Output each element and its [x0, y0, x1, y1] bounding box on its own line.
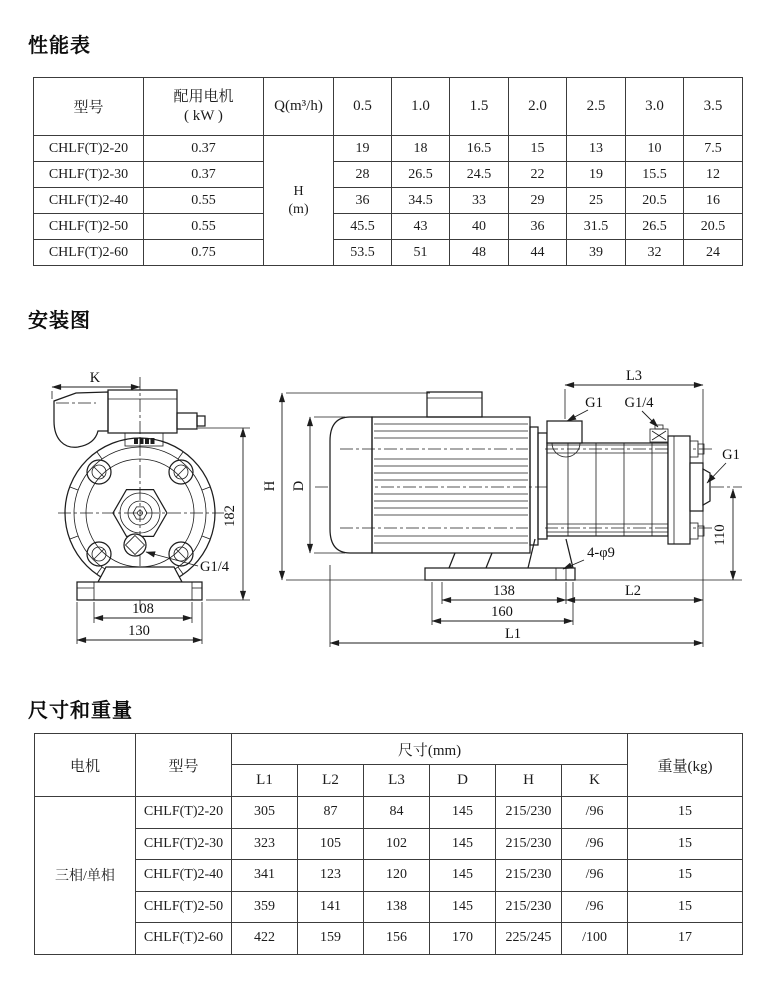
front-130-label: 130: [128, 623, 150, 639]
perf-header-q7: 3.5: [684, 78, 743, 136]
perf-value: 18: [392, 136, 450, 162]
dim-motor-group: 三相/单相: [35, 797, 136, 955]
side-d-label: D: [291, 480, 307, 492]
performance-table: [33, 77, 743, 266]
side-holes-label: 4-φ9: [587, 545, 615, 561]
perf-value: 20.5: [626, 188, 684, 214]
dim-value: 305: [232, 797, 298, 829]
dim-value: 215/230: [496, 797, 562, 829]
dim-weight: 17: [628, 923, 743, 955]
perf-header-q1: 0.5: [334, 78, 392, 136]
dim-value: 123: [298, 860, 364, 892]
side-h-label: H: [262, 480, 278, 492]
front-g14-label: G1/4: [200, 559, 229, 575]
front-view-drawing: [52, 370, 250, 644]
perf-kw: 0.37: [144, 162, 264, 188]
dim-value: 159: [298, 923, 364, 955]
dim-model: CHLF(T)2-60: [136, 923, 232, 955]
dim-header-l1: L1: [232, 765, 298, 797]
side-l1-label: L1: [504, 626, 522, 642]
dim-value: 105: [298, 828, 364, 860]
dim-header-weight: 重量(kg): [628, 734, 743, 797]
perf-header-q2: 1.0: [392, 78, 450, 136]
perf-value: 36: [509, 214, 567, 240]
perf-value: 48: [450, 240, 509, 266]
perf-model: CHLF(T)2-60: [34, 240, 144, 266]
perf-value: 15: [509, 136, 567, 162]
perf-header-motor-line1: 配用电机: [173, 88, 234, 105]
perf-model: CHLF(T)2-30: [34, 162, 144, 188]
dim-header-size: 尺寸(mm): [232, 734, 628, 765]
front-k-label: K: [89, 370, 101, 386]
dim-value: 87: [298, 797, 364, 829]
perf-value: 34.5: [392, 188, 450, 214]
dim-header-model: 型号: [136, 734, 232, 797]
perf-value: 53.5: [334, 240, 392, 266]
perf-value: 19: [334, 136, 392, 162]
perf-value: 24.5: [450, 162, 509, 188]
perf-value: 16: [684, 188, 743, 214]
perf-value: 36: [334, 188, 392, 214]
perf-value: 39: [567, 240, 626, 266]
side-110-label: 110: [712, 524, 728, 546]
side-160-label: 160: [491, 604, 513, 620]
perf-m-label: (m): [288, 201, 309, 217]
perf-value: 44: [509, 240, 567, 266]
front-182-label: 182: [222, 505, 238, 527]
perf-header-q3: 1.5: [450, 78, 509, 136]
dim-weight: 15: [628, 860, 743, 892]
perf-value: 40: [450, 214, 509, 240]
dim-value: 215/230: [496, 891, 562, 923]
perf-kw: 0.37: [144, 136, 264, 162]
dim-value: /96: [562, 828, 628, 860]
perf-value: 29: [509, 188, 567, 214]
perf-value: 24: [684, 240, 743, 266]
dim-header-h: H: [496, 765, 562, 797]
dim-value: 359: [232, 891, 298, 923]
front-108-label: 108: [132, 601, 154, 617]
dim-weight: 15: [628, 797, 743, 829]
perf-header-motor: [144, 78, 264, 136]
dim-value: /96: [562, 891, 628, 923]
perf-header-model: 型号: [34, 78, 144, 136]
perf-value: 33: [450, 188, 509, 214]
side-g1-top-label: G1: [585, 395, 603, 411]
dim-value: 145: [430, 828, 496, 860]
dim-value: 84: [364, 797, 430, 829]
dim-value: 215/230: [496, 860, 562, 892]
dimensions-table: [34, 733, 743, 955]
perf-model: CHLF(T)2-20: [34, 136, 144, 162]
dim-value: /96: [562, 797, 628, 829]
perf-value: 10: [626, 136, 684, 162]
dimensions-heading: 尺寸和重量: [28, 700, 133, 722]
side-g1-right-label: G1: [722, 447, 740, 463]
side-g14-top-label: G1/4: [624, 395, 654, 411]
perf-value: 26.5: [392, 162, 450, 188]
perf-h-label: H: [293, 184, 304, 199]
perf-value: 19: [567, 162, 626, 188]
perf-head-unit-cell: [264, 136, 334, 266]
motor-fins: [374, 424, 528, 543]
dim-value: 145: [430, 860, 496, 892]
perf-header-q5: 2.5: [567, 78, 626, 136]
perf-value: 16.5: [450, 136, 509, 162]
perf-value: 15.5: [626, 162, 684, 188]
perf-value: 12: [684, 162, 743, 188]
dim-value: 341: [232, 860, 298, 892]
perf-header-q4: 2.0: [509, 78, 567, 136]
perf-value: 28: [334, 162, 392, 188]
perf-kw: 0.75: [144, 240, 264, 266]
dim-value: /96: [562, 860, 628, 892]
side-l3-label: L3: [625, 368, 643, 384]
perf-value: 7.5: [684, 136, 743, 162]
dim-header-k: K: [562, 765, 628, 797]
dim-value: 170: [430, 923, 496, 955]
perf-value: 26.5: [626, 214, 684, 240]
perf-value: 25: [567, 188, 626, 214]
installation-diagram-heading: 安装图: [28, 310, 91, 332]
dim-value: 323: [232, 828, 298, 860]
perf-value: 13: [567, 136, 626, 162]
dim-value: 141: [298, 891, 364, 923]
dim-value: 215/230: [496, 828, 562, 860]
perf-header-flow: Q(m³/h): [264, 78, 334, 136]
side-l2-label: L2: [624, 583, 642, 599]
dim-model: CHLF(T)2-50: [136, 891, 232, 923]
dim-value: /100: [562, 923, 628, 955]
dim-value: 138: [364, 891, 430, 923]
dim-model: CHLF(T)2-30: [136, 828, 232, 860]
dim-value: 422: [232, 923, 298, 955]
dim-header-motor: 电机: [35, 734, 136, 797]
dim-value: 156: [364, 923, 430, 955]
perf-kw: 0.55: [144, 188, 264, 214]
dim-header-l3: L3: [364, 765, 430, 797]
perf-value: 51: [392, 240, 450, 266]
dim-value: 102: [364, 828, 430, 860]
dim-value: 145: [430, 797, 496, 829]
installation-drawing: [0, 355, 780, 675]
dim-weight: 15: [628, 891, 743, 923]
performance-table-heading: 性能表: [28, 35, 91, 57]
perf-value: 45.5: [334, 214, 392, 240]
perf-model: CHLF(T)2-40: [34, 188, 144, 214]
side-138-label: 138: [493, 583, 515, 599]
perf-header-motor-line2: ( kW ): [184, 107, 223, 124]
perf-value: 43: [392, 214, 450, 240]
dim-header-d: D: [430, 765, 496, 797]
perf-model: CHLF(T)2-50: [34, 214, 144, 240]
dim-weight: 15: [628, 828, 743, 860]
dim-model: CHLF(T)2-40: [136, 860, 232, 892]
perf-kw: 0.55: [144, 214, 264, 240]
dim-model: CHLF(T)2-20: [136, 797, 232, 829]
perf-value: 31.5: [567, 214, 626, 240]
perf-value: 20.5: [684, 214, 743, 240]
dim-value: 225/245: [496, 923, 562, 955]
perf-header-q6: 3.0: [626, 78, 684, 136]
dim-value: 120: [364, 860, 430, 892]
perf-value: 32: [626, 240, 684, 266]
dim-value: 145: [430, 891, 496, 923]
side-view-drawing: [262, 368, 742, 647]
dim-header-l2: L2: [298, 765, 364, 797]
perf-value: 22: [509, 162, 567, 188]
